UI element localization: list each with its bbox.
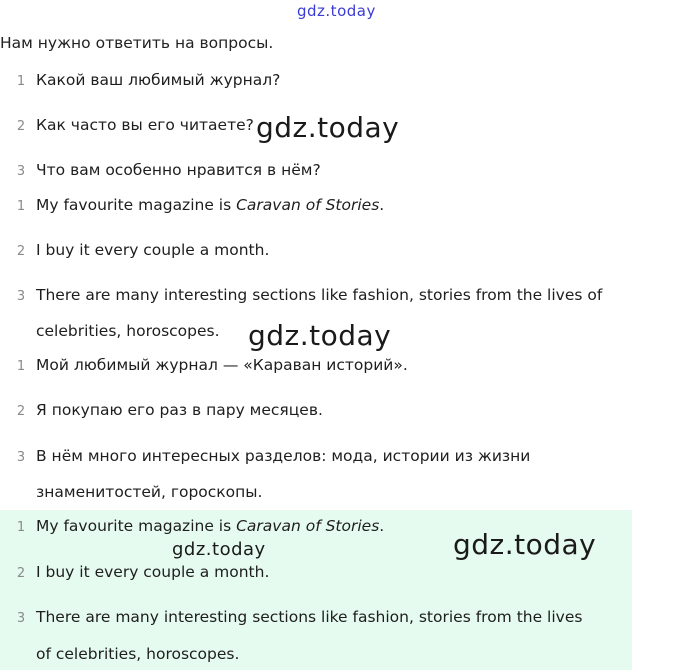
watermark-top: gdz.today [297, 2, 376, 20]
answer-number: 3 [16, 611, 26, 626]
answer-number: 2 [16, 244, 26, 259]
answer-text: I buy it every couple a month. [36, 563, 270, 581]
answer-text-line: of celebrities, horoscopes. [36, 645, 240, 663]
answer-number: 1 [16, 199, 26, 214]
watermark: gdz.today [248, 319, 392, 352]
answer-number: 2 [16, 566, 26, 581]
answer-text: Я покупаю его раз в пару месяцев. [36, 401, 323, 419]
answer-text-line: There are many interesting sections like fashion, stories from the lives of [36, 286, 603, 304]
watermark: gdz.today [172, 539, 266, 560]
answer-number: 1 [16, 520, 26, 535]
answer-text: I buy it every couple a month. [36, 241, 270, 259]
answer-text: My favourite magazine is Caravan of Stories. [36, 196, 385, 214]
question-text: Что вам особенно нравится в нём? [36, 161, 321, 179]
question-number: 2 [16, 119, 26, 134]
question-number: 1 [16, 74, 26, 89]
question-text: Как часто вы его читаете? [36, 116, 254, 134]
watermark: gdz.today [256, 111, 400, 144]
intro-text: Нам нужно ответить на вопросы. [0, 34, 274, 52]
answer-text: Мой любимый журнал — «Караван историй». [36, 356, 408, 374]
answer-number: 1 [16, 359, 26, 374]
answer-number: 3 [16, 450, 26, 465]
answer-text-line: В нём много интересных разделов: мода, истории из жизни [36, 447, 531, 465]
answer-text: My favourite magazine is Caravan of Stories. [36, 517, 385, 535]
answer-text-line: знаменитостей, гороскопы. [36, 483, 263, 501]
answer-text-line: There are many interesting sections like fashion, stories from the lives [36, 608, 583, 626]
question-text: Какой ваш любимый журнал? [36, 71, 281, 89]
watermark: gdz.today [453, 528, 597, 561]
answer-number: 2 [16, 404, 26, 419]
answer-number: 3 [16, 289, 26, 304]
answer-text-line: celebrities, horoscopes. [36, 322, 220, 340]
question-number: 3 [16, 164, 26, 179]
